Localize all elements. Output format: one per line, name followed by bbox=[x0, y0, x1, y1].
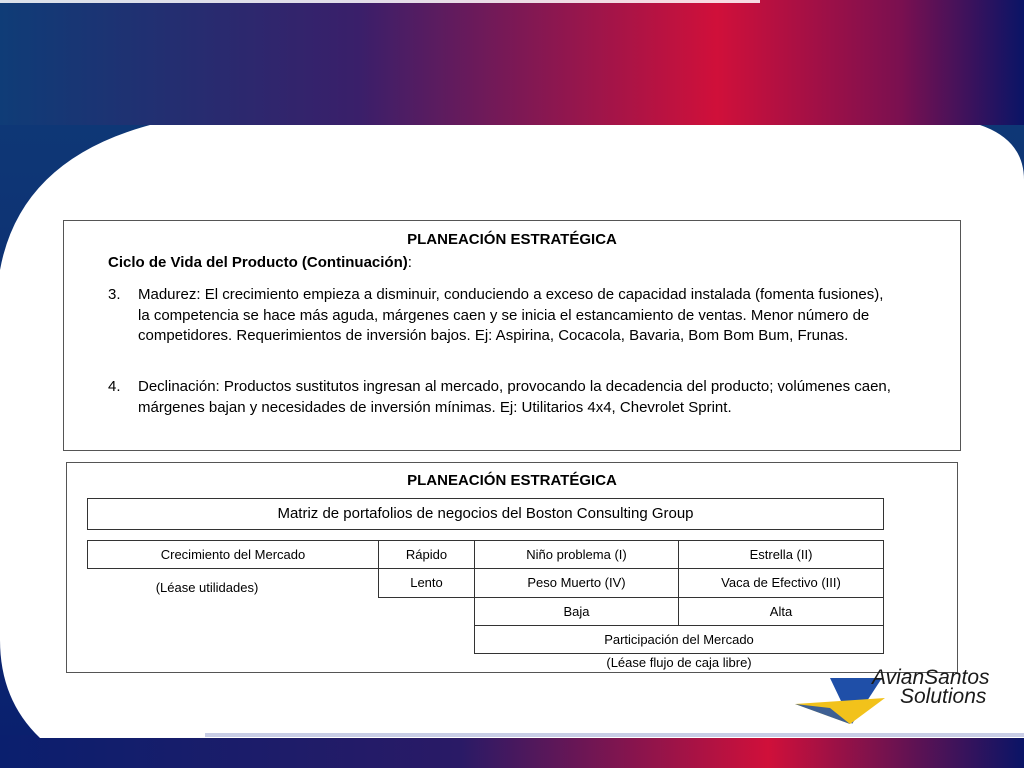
list-item bbox=[108, 285, 898, 347]
row-label-lento: Lento bbox=[378, 568, 475, 598]
list-number: 4. bbox=[108, 378, 121, 395]
subtitle-colon: : bbox=[407, 254, 412, 271]
col-axis-note: (Léase flujo de caja libre) bbox=[606, 655, 752, 670]
list-text: Madurez: El crecimiento empieza a disminuir, conduciendo a exceso de capacidad instalada (fomenta fusiones), la competencia se hace más aguda, márgenes caen y se inicia el estancamiento de ventas. Menor número de competidores. Requerimientos de inversión bajos. Ej: Aspirina, Cocacola, Bavaria, Bom Bom Bum, Frunas. bbox=[138, 286, 884, 344]
slide-title: PLANEACIÓN ESTRATÉGICA bbox=[407, 472, 617, 489]
row-axis-note: (Léase utilidades) bbox=[155, 580, 259, 595]
life-cycle-box bbox=[63, 220, 961, 451]
col-label-baja: Baja bbox=[474, 597, 679, 626]
list-item bbox=[108, 377, 898, 418]
list-number: 3. bbox=[108, 286, 121, 303]
subtitle bbox=[108, 254, 412, 271]
slide-title: PLANEACIÓN ESTRATÉGICA bbox=[407, 231, 617, 248]
row-axis-label: Crecimiento del Mercado bbox=[87, 540, 379, 569]
col-axis-label: Participación del Mercado bbox=[474, 625, 884, 654]
col-label-alta: Alta bbox=[678, 597, 884, 626]
company-logo bbox=[790, 668, 1024, 728]
logo-line2: Solutions bbox=[900, 685, 987, 708]
matrix-title: Matriz de portafolios de negocios del Boston Consulting Group bbox=[87, 498, 884, 530]
row-label-rapido: Rápido bbox=[378, 540, 475, 569]
matrix-cell-nino-problema: Niño problema (I) bbox=[474, 540, 679, 569]
bcg-matrix-box bbox=[66, 462, 958, 673]
matrix-cell-vaca-de-efectivo: Vaca de Efectivo (III) bbox=[678, 568, 884, 598]
subtitle-text: Ciclo de Vida del Producto (Continuación) bbox=[108, 254, 408, 271]
logo-line1: AvianSantos bbox=[872, 668, 990, 689]
list-text: Declinación: Productos sustitutos ingresan al mercado, provocando la decadencia del producto; volúmenes caen, márgenes bajan y necesidades de inversión mínimas. Ej: Utilitarios 4x4, Chevrolet Sprint. bbox=[138, 378, 891, 416]
logo-mark-icon bbox=[790, 668, 1024, 728]
matrix-cell-peso-muerto: Peso Muerto (IV) bbox=[474, 568, 679, 598]
matrix-cell-estrella: Estrella (II) bbox=[678, 540, 884, 569]
